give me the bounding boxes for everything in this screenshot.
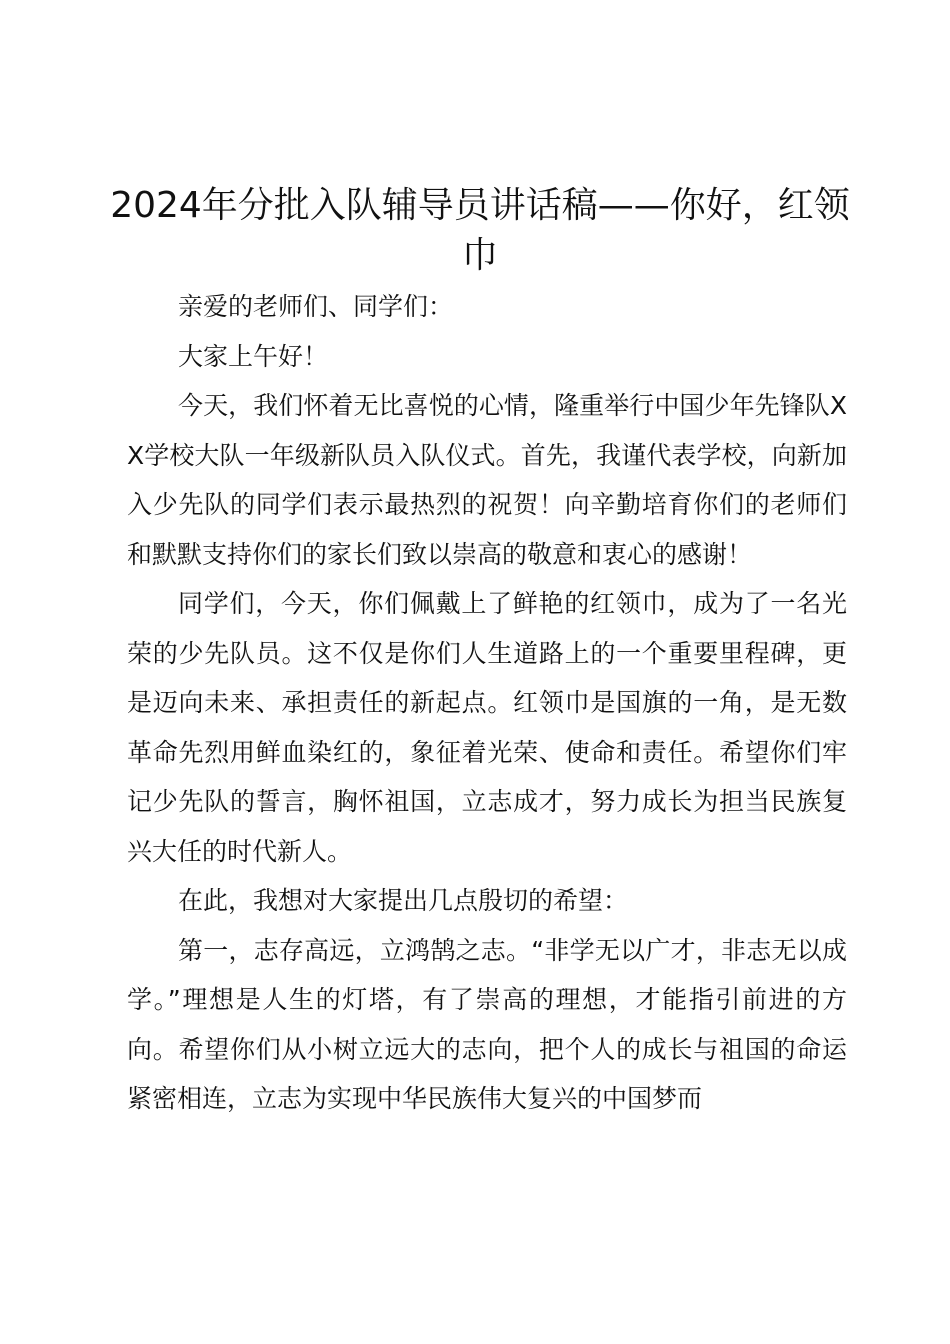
paragraph-hopes-intro: 在此，我想对大家提出几点殷切的希望： — [178, 886, 629, 915]
document-title: 2024年分批入队辅导员讲话稿——你好，红领巾 — [110, 185, 850, 276]
paragraph-opening: 今天，我们怀着无比喜悦的心情，隆重举行中国少年先锋队XX学校大队一年级新队员入队仪式。首先，我谨代表学校，向新加入少先队的同学们表示最热烈的祝贺！向辛勤培育你们的老师们和默默支持你们的家长们致以崇高的敬意和衷心的感谢！ — [127, 391, 847, 569]
paragraph-first-hope: 第一，志存高远，立鸿鹄之志。“非学无以广才，非志无以成学。”理想是人生的灯塔，有了崇高的理想，才能指引前进的方向。希望你们从小树立远大的志向，把个人的成长与祖国的命运紧密相连，立志为实现中华民族伟大复兴的中国梦而 — [127, 935, 847, 1113]
paragraph-red-scarf: 同学们，今天，你们佩戴上了鲜艳的红领巾，成为了一名光荣的少先队员。这不仅是你们人生道路上的一个重要里程碑，更是迈向未来、承担责任的新起点。红领巾是国旗的一角，是无数革命先烈用鲜血染红的，象征着光荣、使命和责任。希望你们牢记少先队的誓言，胸怀祖国，立志成才，努力成长为担当民族复兴大任的时代新人。 — [127, 589, 847, 866]
paragraph-greeting: 大家上午好！ — [178, 341, 329, 371]
document-body — [127, 282, 847, 1124]
paragraph-salutation: 亲爱的老师们、同学们： — [178, 292, 454, 321]
